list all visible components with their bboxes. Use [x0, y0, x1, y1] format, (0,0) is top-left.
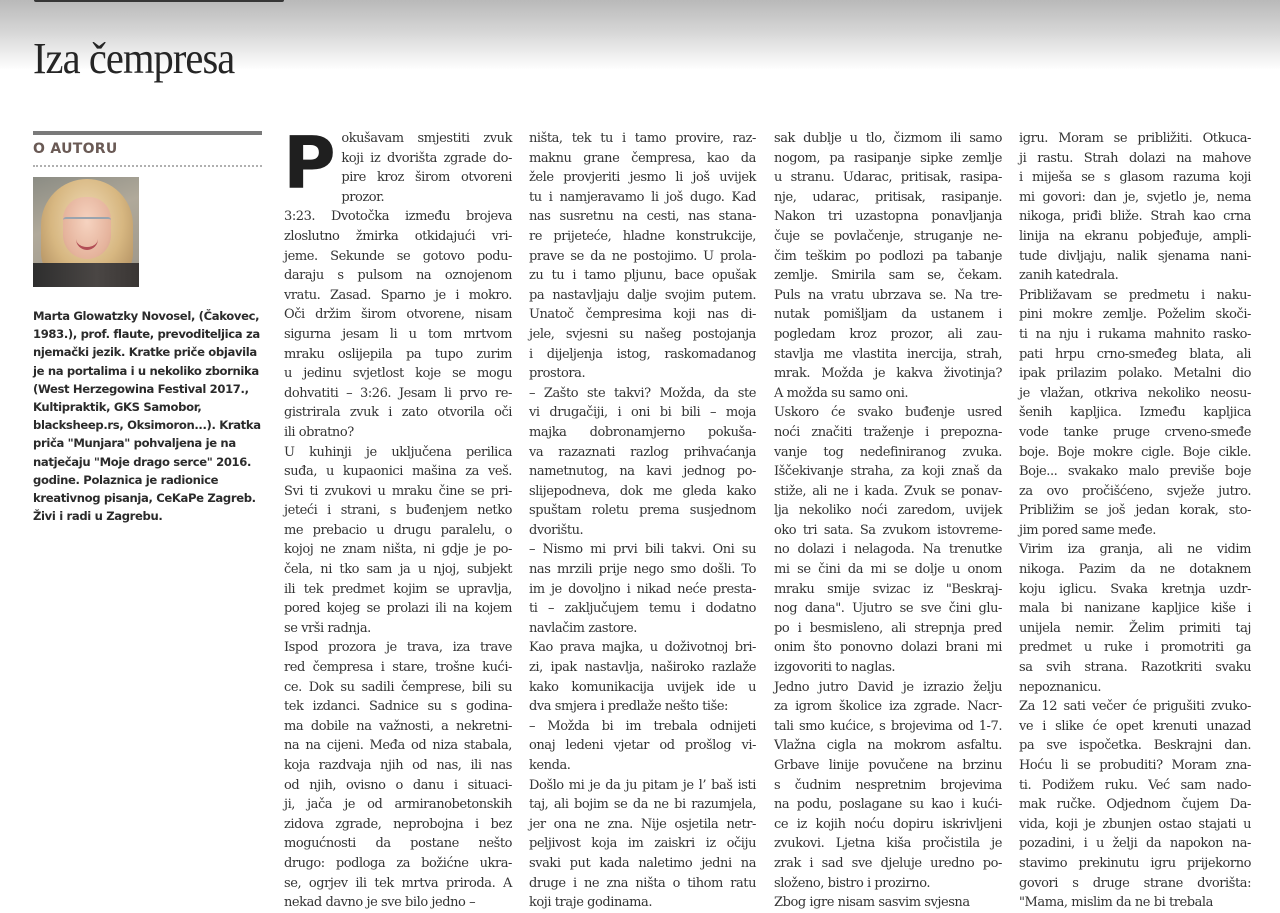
article-line: slijepodneva, dok me gleda kako [529, 483, 756, 499]
article-line: mogućnosti da postane nešto [284, 836, 512, 852]
article-line: unijela nemir. Želim primiti taj [1019, 620, 1251, 636]
article-line: jeteći i strani, s buđenjem netko [284, 503, 512, 519]
article-line: pati hrpu crno-smeđeg blata, ali [1019, 346, 1251, 362]
article-line: Došlo mi je da ju pitam je l’ baš isti [529, 777, 756, 793]
article-line: od njih, ovisno o danu i situaci- [284, 777, 512, 793]
article-line: – Možda bi im trebala odnijeti [529, 718, 756, 734]
article-line: sigurna jesam li u tom mrtvom [284, 326, 512, 342]
article-line: onaj ledeni vjetar od prošlog vi- [529, 738, 756, 754]
article-line: ništa, tek tu i tamo provire, raz- [529, 131, 756, 146]
article-line: nikoga, priđi bliže. Strah kao crna [1019, 209, 1251, 225]
article-line: drugo: podloga za božićne ukra- [284, 855, 512, 871]
article-line: spuštam roletu prema susjednom [529, 503, 756, 519]
article-line: igru. Moram se približiti. Otkuca- [1019, 131, 1251, 146]
article-line: vode tanke pruge crveno-smeđe [1019, 424, 1251, 440]
article-line: Svi ti zvukovi u mraku čine se pri- [284, 483, 512, 499]
article-line: nog dana". Ujutro se sve čini glu- [774, 601, 1002, 617]
article-line: dva smjera i predlaže nešto tiše: [529, 699, 728, 715]
article-line: gistrirala zvuk i zato otvorila oči [284, 405, 512, 421]
article-line: Nakon tri uzastopna ponavljanja [774, 209, 1002, 225]
article-line: koja razdvaja njih od nas, ili nas [284, 758, 512, 773]
article-line: tu i namjeravamo li još dugo. Kad [529, 189, 756, 205]
sidebar-heading: O AUTORU [33, 141, 118, 157]
article-line: ce iz kojih noću dopiru iskrivljeni [774, 816, 1002, 832]
clipped-header-line [34, 0, 289, 4]
article-line: mraku oslijepila pa tupo zurim [284, 346, 512, 362]
article-line: u stranu. Udarac, pritisak, rasipa- [774, 170, 1002, 186]
article-line: Vlažna cigla na mokrom asfaltu. [774, 738, 1002, 754]
drop-cap: P [283, 121, 336, 205]
article-line: okušavam smjestiti zvuk [341, 131, 512, 146]
article-line: Kao prava majka, u doživotnoj bri- [529, 640, 756, 656]
dotted-divider [33, 165, 262, 167]
article-line: Unatoč čempresima koji nas di- [529, 307, 756, 323]
article-line: vida, koji je zbunjen ostao stajati u [1019, 816, 1251, 832]
article-line: na podu, poslagane su kao i kući- [774, 797, 1002, 813]
article-line: žele provjeriti jesmo li još uvijek [529, 170, 756, 186]
article-column-3 [774, 129, 1002, 911]
article-line: koji iz dvorišta zgrade do- [341, 150, 512, 166]
article-line: vanje tog nedefiniranog zvuka. [774, 444, 1002, 460]
article-line: re prijeteće, hladne konstrukcije, [529, 228, 756, 244]
article-line: ma dobile na važnosti, a nekretni- [284, 718, 512, 734]
article-line: nas mrzili prije nego smo došli. To [529, 562, 756, 578]
article-line: Virim iza granja, ali ne vidim [1019, 542, 1251, 558]
article-line: se vrši radnja. [284, 620, 371, 636]
article-line: koju iglicu. Svaka kretnja uzdr- [1019, 581, 1251, 597]
article-line: nje, udarac, pritisak, rasipanje. [774, 189, 1002, 205]
article-line: jim pored same međe. [1019, 522, 1156, 538]
article-line: stavlja me vlastita inercija, strah, [774, 346, 1002, 362]
article-line: jer ona ne zna. Nije osjetila netr- [529, 816, 756, 832]
article-line: 3:23. Dvotočka između brojeva [284, 209, 512, 225]
article-line: Približim se još jedan korak, sto- [1019, 503, 1251, 519]
article-line: za igrom školice iza zgrade. Nacr- [774, 699, 1002, 715]
article-line: taj, ali bojim se da ne bi razumjela, [529, 797, 756, 813]
article-line: i dijeljenja istog, raskomadanog [529, 346, 756, 362]
article-line: govori s druge strane dvorišta: [1019, 875, 1251, 891]
article-line: daraju s pulsom na oznojenom [284, 268, 512, 284]
article-line: mrak. Možda je kakva životinja? [774, 366, 1002, 382]
article-line: noći značiti traženje i prepozna- [774, 424, 1002, 440]
article-line: kako komunikacija uvijek ide u [529, 679, 756, 695]
author-sidebar [33, 131, 262, 525]
article-line: nutak pomišljam da ustanem i [774, 307, 1002, 323]
article-line: – Nismo mi prvi bili takvi. Oni su [529, 542, 756, 558]
article-line: A možda su samo oni. [774, 385, 909, 401]
article-line: prostora. [529, 366, 586, 382]
article-line: sa svih strana. Razotkriti svaku [1019, 660, 1251, 676]
article-line: se, ogrjev ili tek mrtva priroda. A [284, 875, 512, 891]
article-line: majka dobronamjerno pokuša- [529, 424, 756, 440]
article-line: "Mama, mislim da ne bi trebala [1019, 895, 1213, 911]
article-line: Ispod prozora je trava, iza trave [284, 640, 512, 656]
article-line: stiže, ali ne i kada. Zvuk se ponav- [774, 483, 1002, 499]
article-line: oko tri sata. Sa zvukom istovreme- [774, 522, 1002, 538]
article-line: – Zašto ste takvi? Možda, da ste [529, 385, 756, 401]
sidebar-top-rule [33, 131, 262, 135]
article-line: Boje... svakako malo previše boje [1019, 464, 1251, 480]
article-line: ve i slike će opet krenuti unazad [1019, 718, 1251, 734]
article-line: koji traje godinama. [529, 895, 653, 911]
article-line: pa nastavljaju dalje svojim putem. [529, 287, 756, 303]
author-bio: Marta Glowatzky Novosel, (Čakovec, 1983.), prof. flaute, prevoditeljica za njemački jezik. Kratke priče objavila je na portalima i u nekoliko zbornika (West Herzegowina Festival 2017., Kultipraktik, GKS Samobor, blacksheep.rs, Oksimoron...). Kratka priča "Munjara" pohvaljena je na natječaju "Moje drago serce" 2016. godine. Polaznica je radionice kreativnog pisanja, CeKaPe Zagreb. Živi i radi u Zagrebu. [33, 309, 261, 524]
article-line: sak dublje u tlo, čizmom ili samo [774, 131, 1002, 146]
article-line: zemlje. Smirila sam se, čekam. [774, 268, 1002, 284]
article-line: s čudnim nespretnim brojevima [774, 777, 1002, 793]
article-line: pogledam kroz prozor, ali zau- [774, 326, 1002, 342]
article-line: zi, ipak nastavlja, naširoko razlaže [529, 660, 756, 676]
article-line: mak ručke. Odjednom čujem Da- [1019, 797, 1251, 813]
article-line: nekad davno je sve bilo jedno – [284, 895, 476, 911]
article-line: zloslutno žmirka otkidajući vri- [284, 228, 512, 244]
article-line: me prebacio u drugu paralelu, o [284, 522, 512, 538]
article-line: prave se da ne postojimo. U prola- [529, 248, 756, 264]
article-line: po i besmisleno, ali strepnja pred [774, 620, 1002, 636]
article-line: zrak i sad sve djeluje uredno po- [774, 855, 1002, 871]
article-line: za ovo pročišćeno, svježe jutro. [1019, 483, 1251, 499]
article-column-1 [283, 121, 512, 911]
article-line: ji rastu. Strah dolazi na mahove [1019, 150, 1251, 166]
article-line: kojoj ne znam ništa, ni gdje je po- [284, 542, 512, 558]
article-line: ipak prilazim polako. Metalni dio [1019, 366, 1251, 382]
article-line: mi se čini da mi se dolje u onom [774, 562, 1002, 578]
article-line: U kuhinji je uključena perilica [284, 444, 512, 460]
article-line: predmet u ruke i promotriti ga [1019, 640, 1251, 656]
article-line: čuje se povlačenje, struganje ne- [774, 228, 1002, 244]
article-line: Hoću li se probuditi? Moram zna- [1019, 758, 1251, 773]
article-line: ili tek predmet kojim se upravlja, [284, 581, 512, 597]
article-line: mi govori: dan je, svjetlo je, nema [1019, 189, 1251, 205]
article-line: Jedno jutro David je izrazio želju [774, 679, 1002, 695]
article-line: linija na ekranu pobjeđuje, ampli- [1019, 228, 1251, 244]
article-line: Približavam se predmetu i naku- [1019, 287, 1251, 303]
article-line: zidova zgrade, neprobojna i bez [284, 816, 512, 832]
article-line: Grbave linije povučene na brzinu [774, 758, 1002, 773]
article-line: pozadini, i u želji da napokon na- [1019, 836, 1251, 852]
article-line: dvorištu. [529, 522, 584, 538]
article-title: Iza čempresa [33, 34, 235, 83]
article-line: jele, svjesni su našeg postojanja [529, 326, 756, 342]
article-line: Iščekivanje straha, za koji znaš da [774, 464, 1002, 480]
article-line: tali smo kućice, s brojevima od 1-7. [774, 718, 1002, 734]
article-line: vi drugačiji, i oni bi bili – moja [529, 405, 756, 421]
article-line: na na cijeni. Međa od niza stabala, [284, 738, 512, 754]
article-line: peljivost koja im zaiskri iz očiju [529, 836, 756, 852]
article-line: im je dovoljno i nikad neće presta- [529, 581, 756, 597]
article-line: maknu grane čempresa, kao da [529, 150, 756, 166]
article-line: druge i ne zna ništa o tihom ratu [529, 875, 756, 891]
article-line: jeme. Sekunde se gotovo podu- [284, 248, 512, 264]
article-line: Zbog igre nisam sasvim svjesna [774, 895, 970, 911]
article-line: svaki put kada naletimo jedni na [529, 855, 756, 871]
article-line: izgovoriti to naglas. [774, 660, 896, 676]
article-line: ti – zaključujem temu i dodatno [529, 601, 756, 617]
article-line: nas susretnu na cesti, nas stana- [529, 209, 756, 225]
article-line: čela, ni tko sam ja u njoj, subjekt [284, 562, 512, 578]
article-line: ti. Podižem ruku. Već sam nado- [1019, 777, 1251, 793]
article-line: prozor. [341, 189, 385, 205]
article-line: mraku smije svizac iz "Beskraj- [774, 581, 1002, 597]
article-line: mala bi nanizane kapljice kiše i [1019, 601, 1251, 617]
article-line: je vlažan, otkriva nekoliko neosu- [1019, 385, 1251, 401]
article-line: Oči držim širom otvorene, nisam [284, 307, 512, 323]
article-line: va razaznati razlog prihvaćanja [529, 444, 756, 460]
article-line: ti na nju i rukama mahnito rasko- [1019, 326, 1251, 342]
article-line: pire kroz širom otvoreni [341, 170, 512, 186]
article-line: zanih katedrala. [1019, 268, 1119, 284]
article-line: Puls na vratu ubrzava se. Na tre- [774, 287, 1002, 303]
article-line: i miješa se s glasom razuma koji [1019, 170, 1251, 186]
article-line: ili obratno? [284, 424, 354, 440]
article-line: čim teškim po podlozi pa tabanje [774, 248, 1002, 264]
article-line: šenih kapljica. Između kapljica [1019, 405, 1251, 421]
article-line: dohvatiti – 3:26. Jesam li prvo re- [284, 385, 512, 401]
article-line: nametnutog, na kavi jednog po- [529, 464, 756, 480]
article-column-2 [529, 129, 756, 911]
article-line: suđa, u kupaonici mašina za veš. [284, 464, 512, 480]
author-photo [33, 177, 139, 285]
article-line: u jedinu svjetlost koje se mogu [284, 366, 512, 382]
article-line: onim što ponovno dolazi brani mi [774, 640, 1002, 656]
article-line: boje. Boje mokre cigle. Boje cikle. [1019, 444, 1251, 460]
article-line: ji, jača je od armiranobetonskih [284, 797, 512, 813]
article-line: pa sve ispočetka. Beskrajni dan. [1019, 738, 1251, 754]
article-line: složeno, bistro i prozirno. [774, 875, 931, 891]
article-line: tude divljaju, nalik sjenama nani- [1019, 248, 1251, 264]
article-column-4 [1019, 129, 1251, 911]
article-line: nepoznanicu. [1019, 679, 1102, 695]
article-line: zu tu i tamo pljunu, bace opušak [529, 268, 756, 284]
article-line: nogom, pa rasipanje sipke zemlje [774, 150, 1002, 166]
article-line: navlačim zastore. [529, 620, 637, 636]
article-line: tek izdanci. Sadnice su s godina- [284, 699, 512, 715]
article-line: pini mokre zemlje. Poželim skoči- [1019, 307, 1251, 323]
article-line: ce. Dok su sadili čemprese, bili su [284, 679, 512, 695]
article-line: red čempresa i stare, trošne kući- [284, 660, 512, 676]
article-line: pored kojeg se prolazi ili na kojem [284, 601, 512, 617]
article-line: lja nekoliko noći zaredom, uvijek [774, 503, 1002, 519]
article-line: Uskoro će svako buđenje usred [774, 405, 1002, 421]
article-line: zvukovi. Ljetna kiša pročistila je [774, 836, 1002, 852]
article-line: vratu. Zasad. Sparno je i mokro. [284, 287, 512, 303]
article-line: stavimo prekinutu igru prijekorno [1019, 855, 1251, 871]
article-line: Za 12 sati večer će prigušiti zvuko- [1019, 699, 1251, 715]
article-line: nikoga. Pazim da ne dotaknem [1019, 562, 1251, 578]
article-line: kenda. [529, 758, 571, 773]
article-line: no dolazi i nelagoda. Na trenutke [774, 542, 1002, 558]
